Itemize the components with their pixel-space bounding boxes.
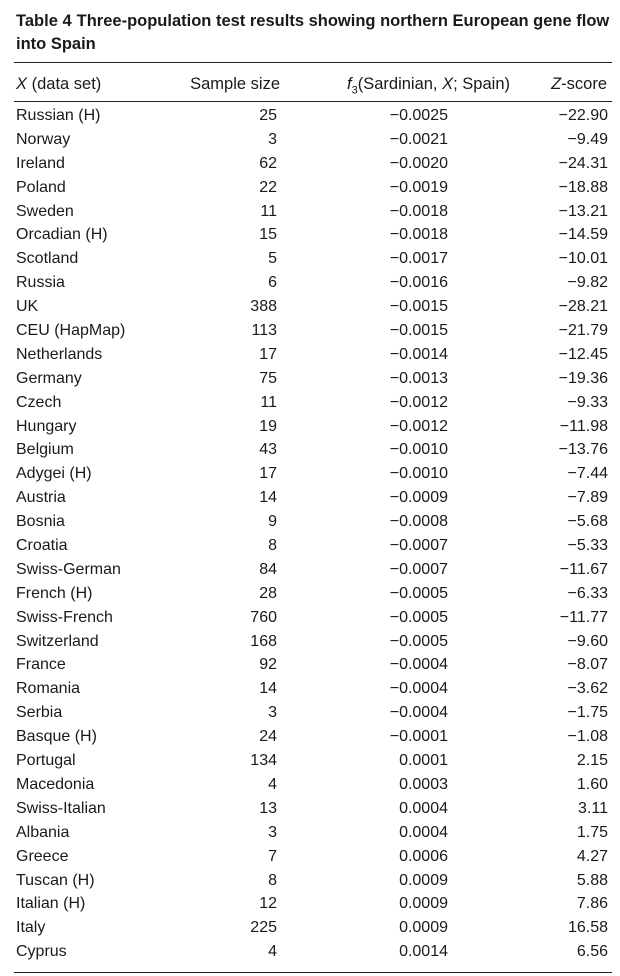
f3-cell: −0.0014 [389, 345, 448, 363]
dataset-cell: Albania [16, 823, 70, 841]
table-row [0, 247, 620, 271]
top-rule [14, 62, 612, 63]
z-score-cell: −11.67 [559, 560, 608, 578]
dataset-cell: Switzerland [16, 632, 99, 650]
sample-size-cell: 134 [250, 752, 277, 770]
sample-size-cell: 11 [260, 393, 277, 411]
sample-size-cell: 28 [259, 584, 277, 602]
f3-cell: −0.0007 [389, 560, 448, 578]
dataset-cell: Swiss-French [16, 608, 113, 626]
dataset-cell: Sweden [16, 202, 74, 220]
dataset-cell: French (H) [16, 584, 93, 602]
f3-cell: −0.0010 [389, 465, 448, 483]
table-row [0, 701, 620, 725]
table-number: Table 4 [16, 12, 72, 30]
z-score-cell: −11.77 [559, 608, 608, 626]
sample-size-cell: 4 [268, 943, 277, 961]
table-row [0, 271, 620, 295]
z-score-cell: 16.58 [567, 919, 608, 937]
table-body [0, 104, 620, 964]
f3-cell: −0.0012 [389, 417, 448, 435]
dataset-cell: Adygei (H) [16, 465, 92, 483]
dataset-cell: Hungary [16, 417, 77, 435]
z-score-cell: −18.88 [558, 178, 608, 196]
f3-cell: 0.0004 [399, 823, 448, 841]
z-score-cell: 3.11 [578, 799, 608, 817]
table-row [0, 415, 620, 439]
f3-cell: −0.0007 [389, 537, 448, 555]
sample-size-cell: 9 [268, 513, 277, 531]
dataset-cell: Basque (H) [16, 728, 97, 746]
dataset-cell: Romania [16, 680, 81, 698]
sample-size-cell: 24 [259, 728, 277, 746]
z-score-cell: 5.88 [576, 871, 608, 889]
sample-size-cell: 17 [259, 465, 277, 483]
z-score-cell: −9.33 [567, 393, 608, 411]
sample-size-cell: 75 [259, 369, 277, 387]
sample-size-cell: 43 [259, 441, 277, 459]
sample-size-cell: 11 [260, 202, 277, 220]
table-row [0, 152, 620, 176]
f3-cell: 0.0009 [399, 895, 448, 913]
dataset-cell: Poland [16, 178, 66, 196]
table-title: Three-population test results showing northern European gene flow into Spain [16, 12, 610, 53]
dataset-cell: Scotland [16, 250, 79, 268]
f3-cell: −0.0017 [389, 250, 448, 268]
dataset-cell: Macedonia [16, 775, 95, 793]
z-score-cell: −12.45 [558, 345, 608, 363]
sample-size-cell: 4 [268, 775, 277, 793]
z-score-cell: −11.98 [559, 417, 608, 435]
table-row [0, 606, 620, 630]
header-z-score: Z-score [551, 75, 607, 93]
bottom-rule [14, 972, 612, 973]
f3-cell: −0.0013 [389, 369, 448, 387]
table-row [0, 510, 620, 534]
dataset-cell: CEU (HapMap) [16, 322, 126, 340]
table-row [0, 582, 620, 606]
sample-size-cell: 8 [268, 537, 277, 555]
sample-size-cell: 22 [259, 178, 277, 196]
f3-cell: 0.0003 [399, 775, 448, 793]
z-score-cell: −13.21 [558, 202, 608, 220]
sample-size-cell: 3 [268, 823, 277, 841]
z-score-cell: −1.75 [567, 704, 608, 722]
sample-size-cell: 8 [268, 871, 277, 889]
sample-size-cell: 7 [268, 847, 277, 865]
table-row [0, 630, 620, 654]
dataset-cell: Belgium [16, 441, 74, 459]
f3-cell: 0.0004 [399, 799, 448, 817]
z-score-cell: −6.33 [567, 584, 608, 602]
dataset-cell: Italy [16, 919, 46, 937]
f3-cell: −0.0016 [389, 274, 448, 292]
dataset-cell: Bosnia [16, 513, 65, 531]
z-score-cell: 1.75 [576, 823, 608, 841]
f3-cell: 0.0009 [399, 871, 448, 889]
header-rule [14, 101, 612, 102]
f3-cell: −0.0018 [389, 226, 448, 244]
sample-size-cell: 6 [268, 274, 277, 292]
z-score-cell: −9.82 [567, 274, 608, 292]
sample-size-cell: 19 [259, 417, 277, 435]
f3-cell: −0.0012 [389, 393, 448, 411]
sample-size-cell: 25 [259, 107, 277, 124]
sample-size-cell: 168 [250, 632, 277, 650]
table-row [0, 200, 620, 224]
sample-size-cell: 62 [259, 154, 277, 172]
dataset-cell: Russian (H) [16, 107, 101, 124]
sample-size-cell: 15 [259, 226, 277, 244]
dataset-cell: Greece [16, 847, 69, 865]
dataset-cell: France [16, 656, 66, 674]
z-score-cell: −5.68 [567, 513, 608, 531]
sample-size-cell: 84 [259, 560, 277, 578]
z-score-cell: −7.44 [567, 465, 608, 483]
dataset-cell: Cyprus [16, 943, 67, 961]
table-row [0, 845, 620, 869]
table-row [0, 295, 620, 319]
f3-cell: −0.0019 [389, 178, 448, 196]
f3-cell: 0.0006 [399, 847, 448, 865]
sample-size-cell: 225 [250, 919, 277, 937]
table-row [0, 797, 620, 821]
f3-cell: −0.0015 [389, 322, 448, 340]
f3-cell: −0.0004 [389, 704, 448, 722]
dataset-cell: Czech [16, 393, 62, 411]
table-row [0, 343, 620, 367]
sample-size-cell: 113 [251, 322, 277, 340]
z-score-cell: −22.90 [558, 107, 608, 124]
table-row [0, 892, 620, 916]
table-row [0, 940, 620, 964]
z-score-cell: 2.15 [576, 752, 608, 770]
table-row [0, 653, 620, 677]
sample-size-cell: 92 [259, 656, 277, 674]
f3-cell: −0.0021 [389, 130, 448, 148]
table-row [0, 869, 620, 893]
z-score-cell: −13.76 [558, 441, 608, 459]
sample-size-cell: 3 [268, 130, 277, 148]
f3-cell: −0.0009 [389, 489, 448, 507]
dataset-cell: Austria [16, 489, 66, 507]
sample-size-cell: 12 [259, 895, 277, 913]
dataset-cell: Orcadian (H) [16, 226, 108, 244]
table-row [0, 391, 620, 415]
z-score-cell: 1.60 [576, 775, 608, 793]
sample-size-cell: 388 [250, 298, 277, 316]
z-score-cell: −8.07 [567, 656, 608, 674]
header-sample-size: Sample size [190, 75, 280, 93]
f3-cell: 0.0001 [399, 752, 448, 770]
dataset-cell: Norway [16, 130, 71, 148]
dataset-cell: Swiss-Italian [16, 799, 106, 817]
f3-cell: −0.0015 [389, 298, 448, 316]
sample-size-cell: 13 [259, 799, 277, 817]
z-score-cell: −5.33 [567, 537, 608, 555]
dataset-cell: Germany [16, 369, 82, 387]
z-score-cell: −3.62 [567, 680, 608, 698]
table-row [0, 821, 620, 845]
z-score-cell: 4.27 [576, 847, 608, 865]
dataset-cell: Swiss-German [16, 560, 121, 578]
table-row [0, 725, 620, 749]
dataset-cell: Ireland [16, 154, 65, 172]
table-row [0, 223, 620, 247]
z-score-cell: −14.59 [558, 226, 608, 244]
z-score-cell: −28.21 [558, 298, 608, 316]
z-score-cell: −9.49 [567, 130, 608, 148]
header-dataset: X (data set) [16, 75, 102, 93]
table-row [0, 438, 620, 462]
f3-cell: −0.0005 [389, 584, 448, 602]
sample-size-cell: 3 [268, 704, 277, 722]
dataset-cell: Tuscan (H) [16, 871, 95, 889]
header-f3-statistic: $f_3(Sardinian$, X; Spain) [347, 75, 510, 97]
z-score-cell: −1.08 [567, 728, 608, 746]
sample-size-cell: 5 [268, 250, 277, 268]
z-score-cell: 7.86 [576, 895, 608, 913]
z-score-cell: 6.56 [576, 943, 608, 961]
sample-size-cell: 760 [250, 608, 277, 626]
f3-cell: −0.0005 [389, 632, 448, 650]
table-row [0, 558, 620, 582]
z-score-cell: −9.60 [567, 632, 608, 650]
sample-size-cell: 14 [259, 680, 277, 698]
table-row [0, 104, 620, 128]
table-row [0, 749, 620, 773]
dataset-cell: Italian (H) [16, 895, 86, 913]
z-score-cell: −19.36 [558, 369, 608, 387]
table-row [0, 319, 620, 343]
table-row [0, 128, 620, 152]
dataset-cell: Serbia [16, 704, 63, 722]
f3-cell: 0.0009 [399, 919, 448, 937]
dataset-cell: UK [16, 298, 39, 316]
f3-cell: −0.0010 [389, 441, 448, 459]
dataset-cell: Portugal [16, 752, 76, 770]
dataset-cell: Russia [16, 274, 65, 292]
table-row [0, 677, 620, 701]
table-row [0, 534, 620, 558]
z-score-cell: −7.89 [567, 489, 608, 507]
sample-size-cell: 14 [259, 489, 277, 507]
table-row [0, 176, 620, 200]
f3-cell: −0.0001 [389, 728, 448, 746]
f3-cell: −0.0005 [389, 608, 448, 626]
z-score-cell: −24.31 [558, 154, 608, 172]
table-header [0, 71, 620, 97]
f3-cell: 0.0014 [399, 943, 448, 961]
table-row [0, 367, 620, 391]
z-score-cell: −21.79 [558, 322, 608, 340]
f3-cell: −0.0018 [389, 202, 448, 220]
table-row [0, 916, 620, 940]
f3-cell: −0.0004 [389, 656, 448, 674]
table-row [0, 462, 620, 486]
table-row [0, 486, 620, 510]
f3-cell: −0.0008 [389, 513, 448, 531]
z-score-cell: −10.01 [558, 250, 608, 268]
dataset-cell: Croatia [16, 537, 68, 555]
f3-cell: −0.0025 [389, 107, 448, 124]
sample-size-cell: 17 [259, 345, 277, 363]
table-row [0, 773, 620, 797]
f3-cell: −0.0020 [389, 154, 448, 172]
f3-cell: −0.0004 [389, 680, 448, 698]
table-caption [16, 10, 612, 56]
dataset-cell: Netherlands [16, 345, 103, 363]
